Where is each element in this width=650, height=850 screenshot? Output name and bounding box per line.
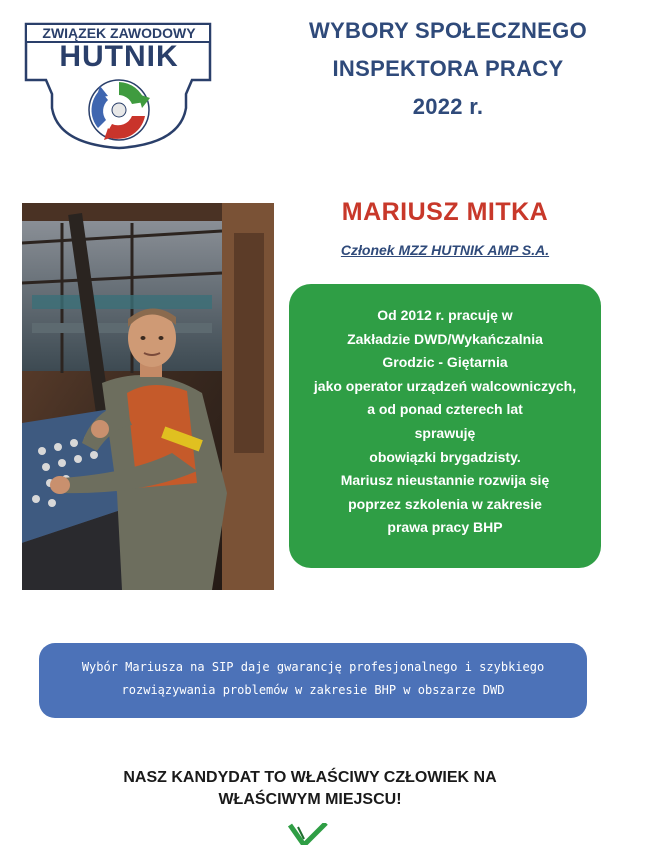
candidate-name: MARIUSZ MITKA (341, 198, 549, 226)
election-headline (268, 12, 628, 126)
bio-line: Mariusz nieustannie rozwija się (340, 472, 550, 489)
bio-line: jako operator urządzeń walcowniczych, (313, 377, 577, 394)
bio-line: a od ponad czterech lat (367, 401, 523, 418)
logo-line2: HUTNIK (59, 40, 179, 73)
bio-line: Od 2012 r. pracuję w (377, 307, 513, 323)
candidate-photo (22, 203, 274, 590)
slogan-line1: NASZ KANDYDAT TO WŁAŚCIWY CZŁOWIEK NA (123, 769, 497, 786)
check-mark-icon (288, 823, 328, 845)
statement-line1: Wybór Mariusza na SIP daje gwarancję profesjonalnego i szybkiego (81, 660, 545, 674)
bio-box (289, 284, 601, 568)
union-logo (20, 18, 218, 154)
slogan (70, 767, 550, 811)
headline-line1: WYBORY SPOŁECZNEGO (309, 18, 587, 43)
headline-line3: 2022 r. (412, 94, 484, 119)
candidate-role: Członek MZZ HUTNIK AMP S.A. (340, 242, 550, 258)
bio-line: prawa pracy BHP (387, 519, 503, 536)
bio-line: Zakładzie DWD/Wykańczalnia (347, 330, 543, 347)
statement-line2: rozwiązywania problemów w zakresie BHP w obszarze DWD (121, 683, 505, 697)
slogan-line2: WŁAŚCIWYM MIEJSCU! (218, 791, 402, 808)
statement-box (39, 643, 587, 718)
bio-line: Grodzic - Giętarnia (382, 354, 508, 371)
logo-line1: ZWIĄZEK ZAWODOWY (42, 25, 196, 41)
bio-line: obowiązki brygadzisty. (369, 448, 521, 465)
recycle-arrows-icon (89, 80, 150, 140)
headline-line2: INSPEKTORA PRACY (332, 56, 564, 81)
bio-line: sprawuję (414, 424, 476, 441)
bio-line: poprzez szkolenia w zakresie (348, 495, 542, 512)
